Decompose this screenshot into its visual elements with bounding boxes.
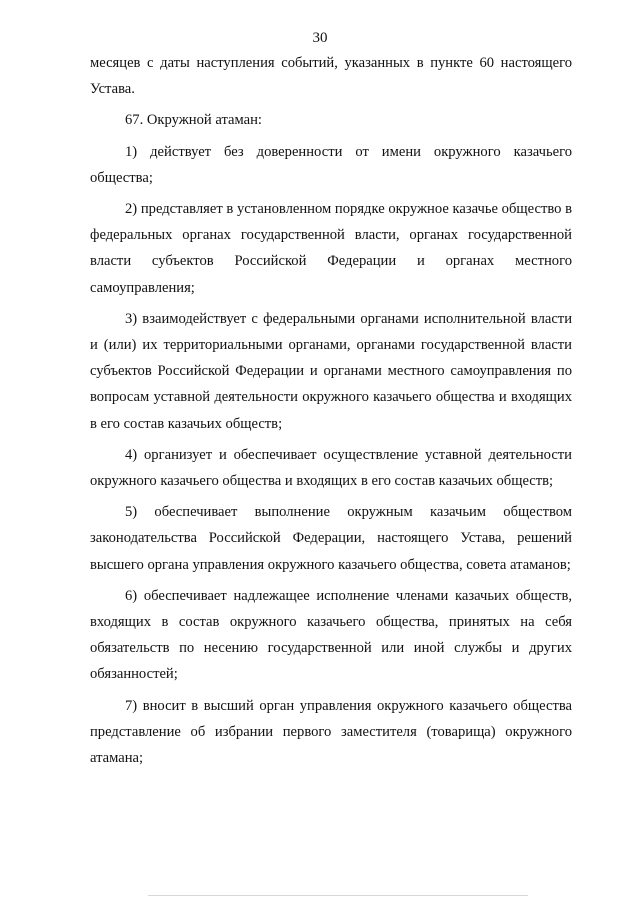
paragraph-continuation: месяцев с даты наступления событий, указанных в пункте 60 настоящего Устава.	[90, 55, 572, 98]
scan-edge-line	[148, 895, 528, 896]
list-item-2: 2) представляет в установленном порядке окружное казачье общество в федеральных органах государственной власти, органах государственной власти субъектов Российской Федерации и органах местного самоуправления;	[90, 201, 572, 296]
page-number: 30	[312, 30, 328, 46]
list-item-5: 5) обеспечивает выполнение окружным казачьим обществом законодательства Российской Федерации, настоящего Устава, решений высшего органа управления окружного казачьего общества, совета атаманов;	[90, 504, 572, 573]
article-67-heading: 67. Окружной атаман:	[125, 112, 262, 129]
list-item-6: 6) обеспечивает надлежащее исполнение членами казачьих обществ, входящих в состав окружного казачьего общества, принятых на себя обязательств по несению государственной или иной службы и других обязанностей;	[90, 587, 572, 683]
list-item-7: 7) вносит в высший орган управления окружного казачьего общества представление об избрании первого заместителя (товарища) окружного атамана;	[90, 697, 572, 767]
list-item-1: 1) действует без доверенности от имени окружного казачьего общества;	[90, 143, 572, 186]
list-item-3: 3) взаимодействует с федеральными органами исполнительной власти и (или) их территориальными органами, органами государственной власти субъектов Российской Федерации и органами местного самоуправления по вопросам уставной деятельности окружного казачьего общества и входящих в его состав казачьих обществ;	[90, 310, 572, 432]
list-item-4: 4) организует и обеспечивает осуществление уставной деятельности окружного казачьего общества и входящих в его состав казачьих обществ;	[90, 446, 572, 490]
document-body	[90, 50, 572, 771]
